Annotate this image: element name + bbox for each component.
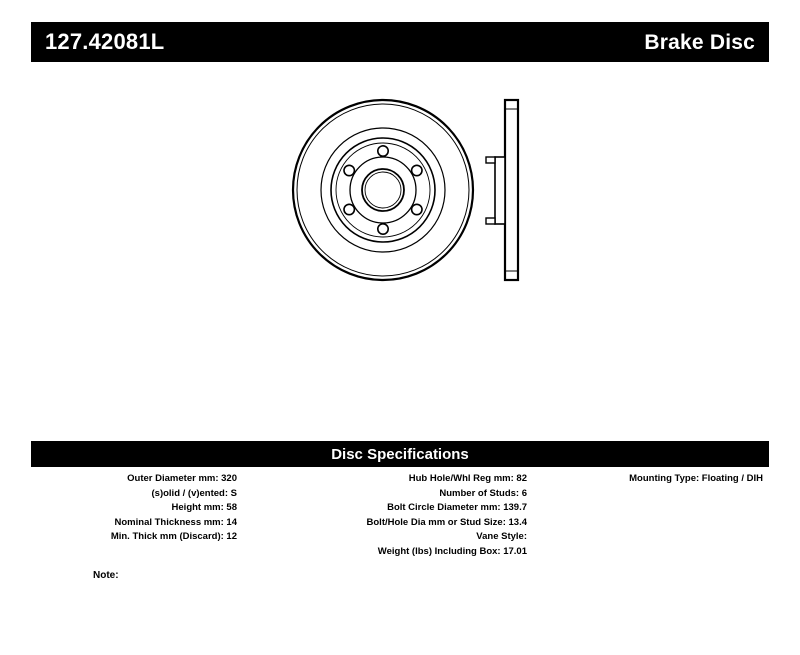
- spec-item: Outer Diameter mm: 320: [127, 473, 237, 484]
- spec-item: Height mm: 58: [171, 502, 237, 513]
- spec-column-middle: [243, 472, 533, 559]
- spec-item: Mounting Type: Floating / DIH: [629, 473, 763, 484]
- header-bar: [31, 22, 769, 62]
- spec-item: Weight (lbs) Including Box: 17.01: [377, 545, 527, 557]
- spec-item: Bolt Circle Diameter mm: 139.7: [387, 502, 527, 513]
- product-type-label: Brake Disc: [644, 30, 755, 54]
- brake-rotor-face-view: [293, 100, 473, 280]
- spec-column-left: [31, 472, 243, 559]
- spec-item: Nominal Thickness mm: 14: [114, 516, 237, 528]
- spec-item: Hub Hole/Whl Reg mm: 82: [408, 473, 527, 484]
- spec-item: Vane Style:: [476, 531, 527, 542]
- spec-columns: [31, 472, 769, 559]
- note-row: [31, 570, 769, 581]
- note-label: Note:: [93, 570, 119, 581]
- brake-rotor-edge-view: [486, 100, 518, 280]
- technical-drawing: [31, 72, 769, 432]
- spec-item: Number of Studs: 6: [439, 487, 527, 499]
- spec-item: (s)olid / (v)ented: S: [151, 487, 237, 499]
- spec-item: Bolt/Hole Dia mm or Stud Size: 13.4: [366, 516, 527, 528]
- spec-item: Min. Thick mm (Discard): 12: [110, 531, 237, 542]
- part-number: 127.42081L: [45, 29, 165, 54]
- spec-title: Disc Specifications: [31, 443, 769, 467]
- spec-column-right: [533, 472, 769, 559]
